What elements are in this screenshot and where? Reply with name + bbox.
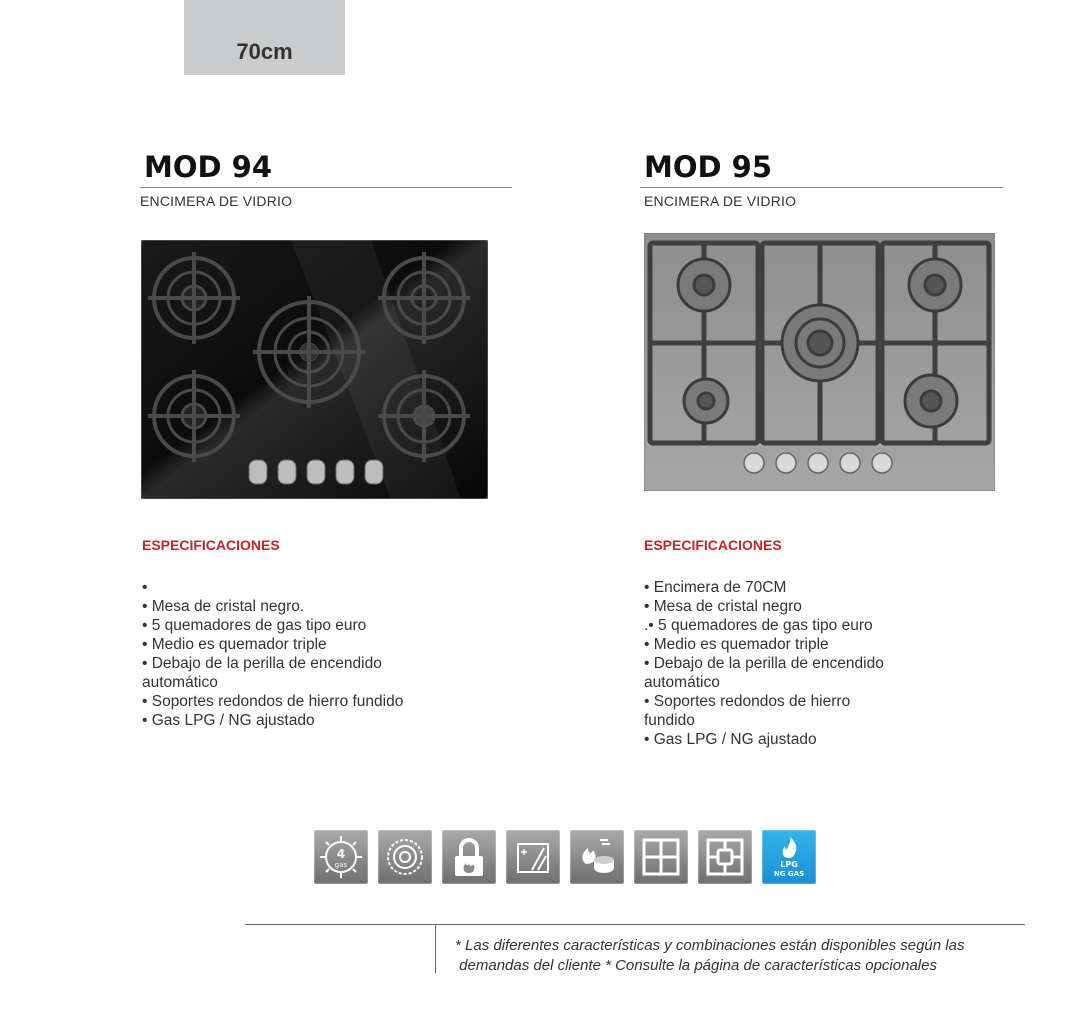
spec-item: • Soportes redondos de hierro fundido [142,693,404,710]
spec-item: • Soportes redondos de hierro fundido [644,693,851,729]
footer-divider [245,924,1025,925]
4-gas-burners-icon [314,830,368,884]
specs-list [142,578,462,730]
specs-list [644,578,944,749]
lpg-ng-gas-icon [762,830,816,884]
footer-note: * Las diferentes características y combinaciones están disponibles según las demandas del cliente * Consulte la página de características opcionales [455,937,965,974]
safety-lock-flame-icon [442,830,496,884]
model-subtitle: ENCIMERA DE VIDRIO [140,193,293,209]
model-title: MOD 94 [140,150,512,188]
spec-item: • Gas LPG / NG ajustado [644,731,817,748]
icon-label: LPG [780,860,798,869]
feature-icons [314,830,816,884]
spec-item: • Mesa de cristal negro. [142,598,305,615]
model-95-header [640,150,1003,209]
model-subtitle: ENCIMERA DE VIDRIO [644,193,797,209]
auto-ignition-icon [570,830,624,884]
spec-item: • Mesa de cristal negro [644,598,802,615]
cast-iron-grid-icon [634,830,688,884]
mod-94-cooktop-image [141,240,488,499]
mod-95-cooktop-image [644,233,995,491]
spec-item: .• 5 quemadores de gas tipo euro [644,617,873,634]
specs-title: ESPECIFICACIONES [644,537,782,553]
spec-item: • Debajo de la perilla de encendido automático [142,655,382,691]
model-title: MOD 95 [640,150,1003,188]
spec-item: • Debajo de la perilla de encendido automático [644,655,884,691]
spec-item: • Gas LPG / NG ajustado [142,712,315,729]
size-tab: 70cm [184,0,345,75]
footer-vertical-divider [435,924,436,973]
icon-label: 4 [336,847,346,861]
spec-item: • Medio es quemador triple [142,636,327,653]
icon-sublabel: NG GAS [773,870,805,878]
spec-item: • Encimera de 70CM [644,579,787,596]
specs-title: ESPECIFICACIONES [142,537,280,553]
burner-ring-icon [378,830,432,884]
glass-surface-icon [506,830,560,884]
model-94-header [140,150,512,209]
cast-iron-grid-round-icon [698,830,752,884]
spec-item: • [142,579,148,596]
spec-item: • 5 quemadores de gas tipo euro [142,617,367,634]
spec-item: • Medio es quemador triple [644,636,829,653]
icon-sublabel: gas [334,861,348,869]
